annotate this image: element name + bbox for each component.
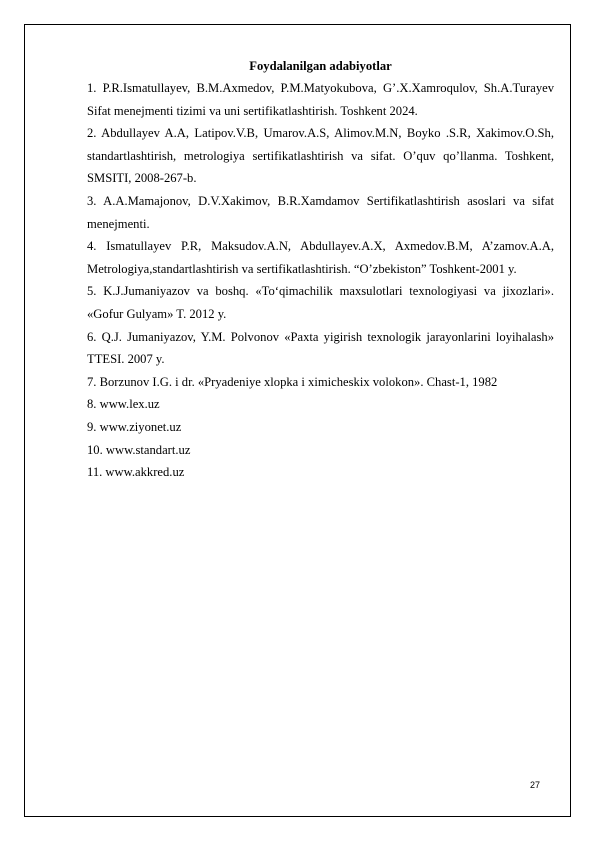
section-title: Foydalanilgan adabiyotlar [249, 59, 392, 73]
references-section [87, 56, 554, 484]
reference-item-4: 4. Ismatullayev P.R, Maksudov.A.N, Abdullayev.A.X, Axmedov.B.M, A’zamov.A.A, Metrologiya,standartlashtirish va sertifikatlashtirish. “O’zbekiston” Toshkent-2001 y. [87, 239, 554, 276]
reference-link-lex: 8. www.lex.uz [87, 397, 160, 412]
reference-link-standart: 10. www.standart.uz [87, 442, 191, 457]
reference-item-1: 1. P.R.Ismatullayev, B.M.Axmedov, P.M.Matyokubova, G’.X.Xamroqulov, Sh.A.Turayev Sifat menejmenti tizimi va uni sertifikatlashtirish. Toshkent 2024. [87, 81, 554, 118]
reference-link-ziyonet: 9. www.ziyonet.uz [87, 419, 182, 434]
reference-item-6: 6. Q.J. Jumaniyazov, Y.M. Polvonov «Paxta yigirish texnologik jarayonlarini loyihalash» TTESI. 2007 y. [87, 329, 554, 367]
reference-item-5: 5. K.J.Jumaniyazov va boshq. «To‘qimachilik maxsulotlari texnologiyasi va jixozlari». «Gofur Gulyam» T. 2012 y. [87, 284, 554, 321]
reference-item-2: 2. Abdullayev A.A, Latipov.V.B, Umarov.A.S, Alimov.M.N, Boyko .S.R, Xakimov.O.Sh, standartlashtirish, metrologiya sertifikatlashtirish va sifat. O’quv qo’llanma. Toshkent, SMSITI, 2008-267-b. [87, 126, 554, 186]
reference-item-7: 7. Borzunov I.G. i dr. «Pryadeniye xlopka i ximicheskix volokon». Chast-1, 1982 [87, 374, 498, 389]
page-number: 27 [530, 780, 541, 790]
reference-link-akkred: 11. www.akkred.uz [87, 465, 185, 480]
reference-item-3: 3. A.A.Mamajonov, D.V.Xakimov, B.R.Xamdamov Sertifikatlashtirish asoslari va sifat menejmenti. [87, 193, 554, 231]
